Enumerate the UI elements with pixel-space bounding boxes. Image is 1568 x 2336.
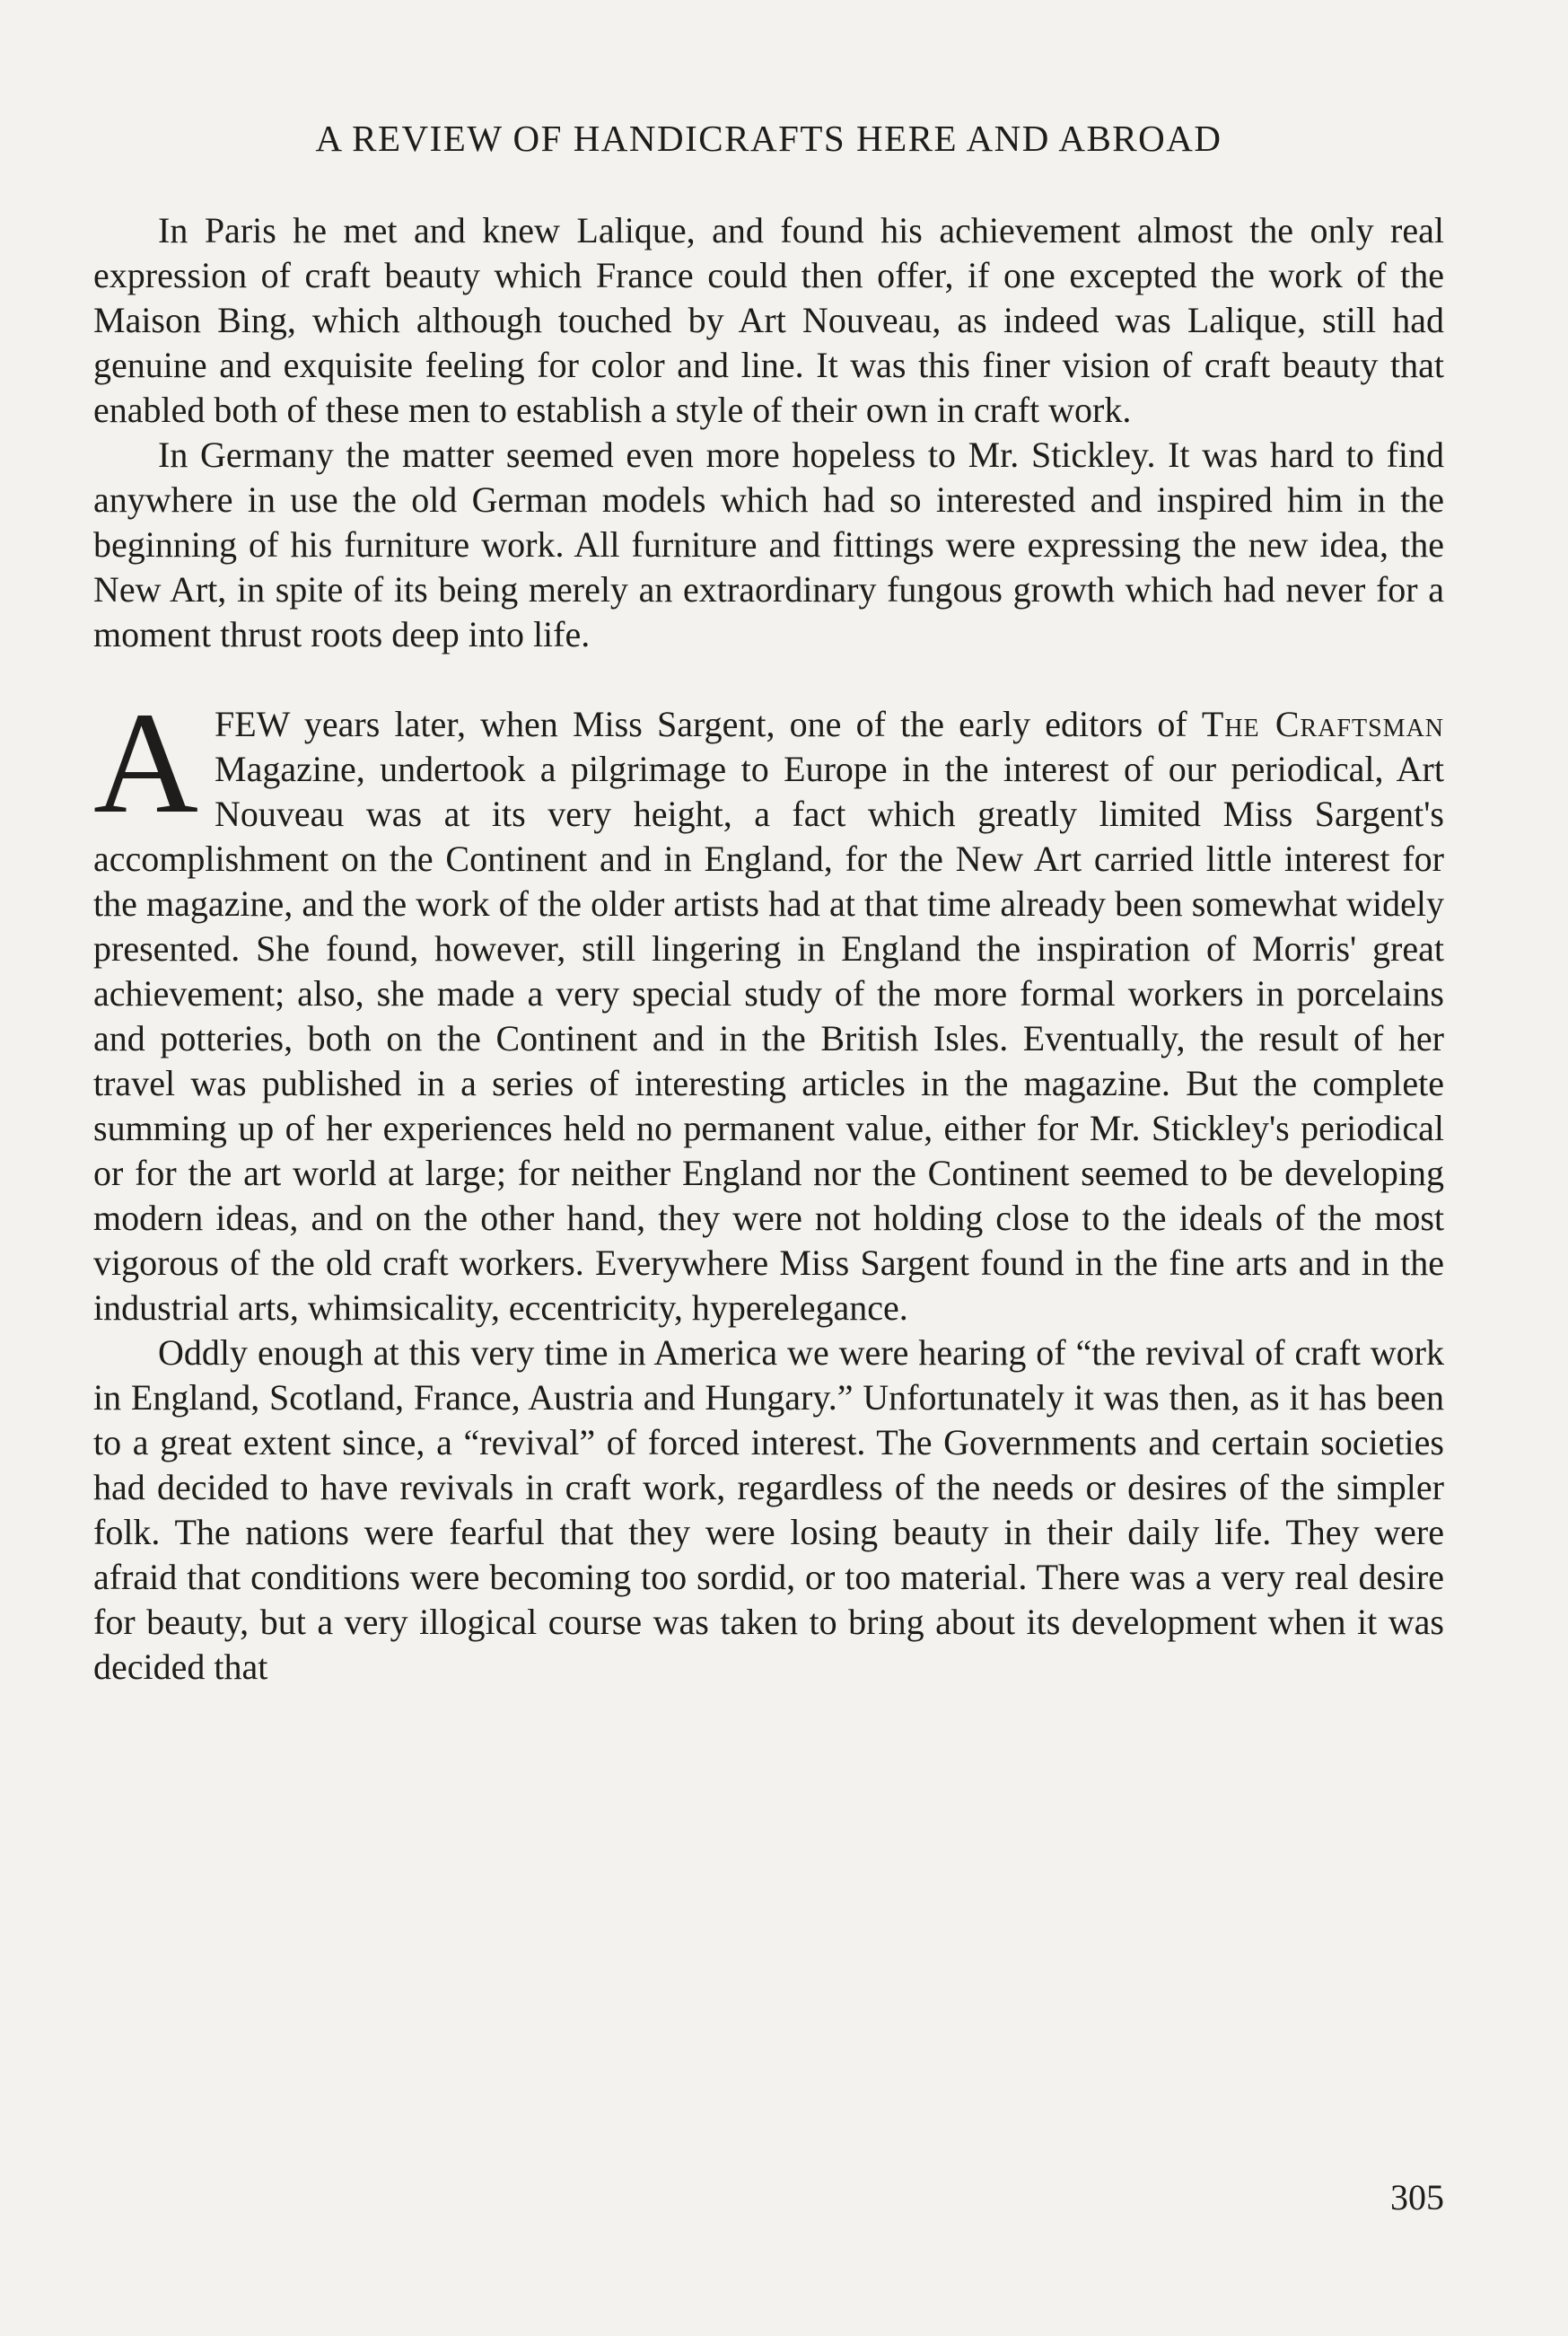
paragraph-sargent bbox=[93, 683, 1445, 1330]
paragraph-sargent-text-2: Magazine, undertook a pilgrimage to Europe in the interest of our periodical, Art Nouveau was at its very height, a fact which greatly limited Miss Sargent's accomplishment on the Continent and in England, for the New Art carried little interest for the magazine, and the work of the older artists had at that time already been somewhat widely presented. She found, however, still lingering in England the inspiration of Morris' great achievement; also, she made a very special study of the more formal workers in porcelains and potteries, both on the Continent and in the British Isles. Eventually, the result of her travel was published in a series of interesting articles in the magazine. But the complete summing up of her experiences held no permanent value, either for Mr. Stickley's periodical or for the art world at large; for neither England nor the Continent seemed to be developing modern ideas, and on the other hand, they were not holding close to the ideals of the most vigorous of the old craft workers. Everywhere Miss Sargent found in the fine arts and in the industrial arts, whimsicality, eccentricity, hyperelegance. bbox=[93, 749, 1444, 1329]
running-head: A REVIEW OF HANDICRAFTS HERE AND ABROAD bbox=[315, 118, 1222, 159]
page-body bbox=[93, 117, 1444, 1690]
magazine-title: The Craftsman bbox=[1201, 704, 1445, 745]
paragraph-revival: Oddly enough at this very time in America we were hearing of “the revival of craft work in England, Scotland, France, Austria and Hungary.” Unfortunately it was then, as it has been to a great extent since, a “revival” of forced interest. The Governments and certain societies had decided to have revivals in craft work, regardless of the needs or desires of the simpler folk. The nations were fearful that they were losing beauty in their daily life. They were afraid that conditions were becoming too sordid, or too material. There was a very real desire for beauty, but a very illogical course was taken to bring about its development when it was decided that bbox=[93, 1332, 1444, 1688]
drop-cap: A bbox=[93, 683, 198, 845]
page-number: 305 bbox=[1390, 2177, 1444, 2217]
paragraph-sargent-text-1: FEW years later, when Miss Sargent, one of the early editors of bbox=[215, 704, 1202, 745]
paragraph-paris: In Paris he met and knew Lalique, and found his achievement almost the only real expression of craft beauty which France could then offer, if one excepted the work of the Maison Bing, which although touched by Art Nouveau, as indeed was Lalique, still had genuine and exquisite feeling for color and line. It was this finer vision of craft beauty that enabled both of these men to establish a style of their own in craft work. bbox=[93, 210, 1444, 431]
paragraph-germany: In Germany the matter seemed even more hopeless to Mr. Stickley. It was hard to find anywhere in use the old German models which had so interested and inspired him in the beginning of his furniture work. All furniture and fittings were expressing the new idea, the New Art, in spite of its being merely an extraordinary fungous growth which had never for a moment thrust roots deep into life. bbox=[93, 435, 1444, 655]
section-break bbox=[93, 657, 1444, 702]
